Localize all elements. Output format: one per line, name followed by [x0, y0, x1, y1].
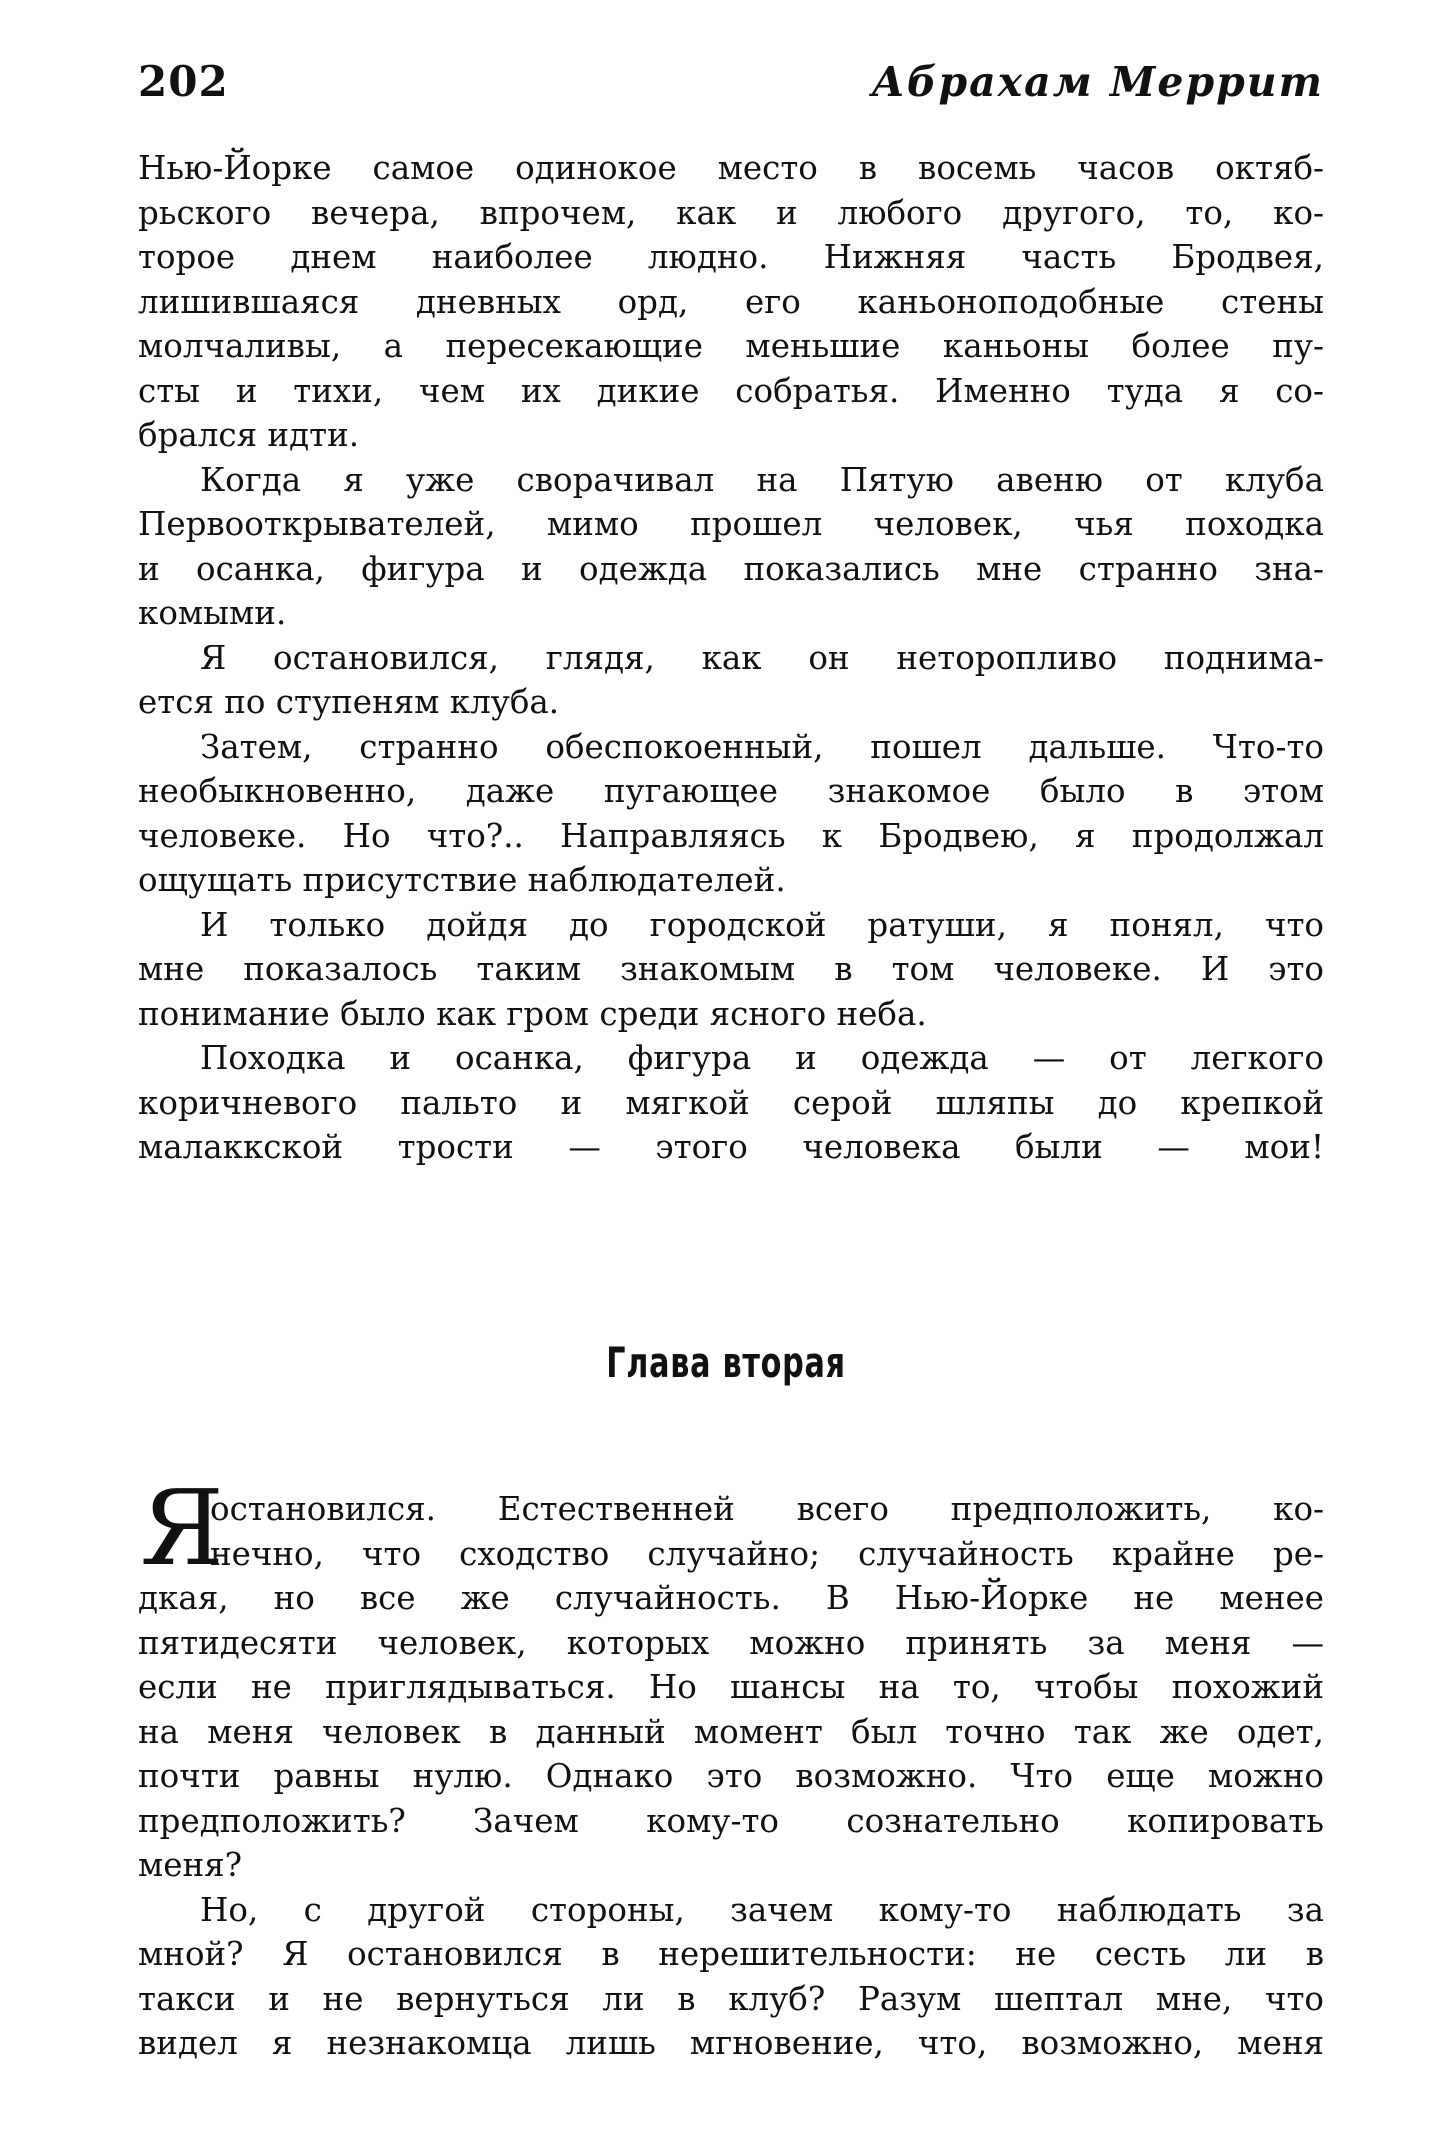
- text-line: лишившаяся дневных орд, его каньоноподобные стены: [138, 282, 1324, 321]
- text-line: видел я незнакомца лишь мгновение, что, возможно, меня: [138, 2024, 1324, 2062]
- paragraph-first-line: Когда я уже сворачивал на Пятую авеню от клуба: [200, 460, 1324, 499]
- paragraph-first-line: И только дойдя до городской ратуши, я понял, что: [200, 905, 1324, 944]
- text-block-chapter: [138, 1487, 1324, 2066]
- text-line: если не приглядываться. Но шансы на то, чтобы похожий: [138, 1668, 1324, 1706]
- text-line: торое днем наиболее людно. Нижняя часть Бродвея,: [138, 238, 1324, 276]
- page-number: 202: [138, 57, 229, 106]
- paragraph-first-line: Я остановился, глядя, как он неторопливо поднима-: [200, 638, 1324, 677]
- paragraph-first-line: Затем, странно обеспокоенный, пошел дальше. Что-то: [200, 727, 1324, 766]
- text-line: понимание было как гром среди ясного неба.: [138, 994, 927, 1033]
- text-line: почти равны нулю. Однако это возможно. Что еще можно: [138, 1757, 1324, 1795]
- text-line: меня?: [138, 1846, 243, 1884]
- text-line: ощущать присутствие наблюдателей.: [138, 861, 786, 899]
- text-line: мной? Я остановился в нерешительности: не сесть ли в: [138, 1935, 1324, 1973]
- text-line: человеке. Но что?.. Направляясь к Бродвею, я продолжал: [138, 816, 1324, 855]
- text-line: необыкновенно, даже пугающее знакомое было в этом: [138, 772, 1324, 810]
- text-line: ется по ступеням клуба.: [138, 683, 560, 721]
- text-line: брался идти.: [138, 416, 360, 454]
- page-header: [138, 54, 1324, 114]
- text-line: сты и тихи, чем их дикие собратья. Именно туда я со-: [138, 371, 1324, 410]
- text-line: предположить? Зачем кому-то сознательно копировать: [138, 1801, 1324, 1840]
- text-line: нечно, что сходство случайно; случайность крайне ре-: [210, 1534, 1324, 1573]
- text-line: Нью-Йорке самое одинокое место в восемь часов октяб-: [138, 149, 1324, 187]
- text-block-top: [138, 146, 1324, 1170]
- text-line: такси и не вернуться ли в клуб? Разум шептал мне, что: [138, 1979, 1324, 2018]
- chapter-title: Глава вторая: [606, 1338, 846, 1387]
- running-title: Абрахам Меррит: [871, 58, 1324, 106]
- text-line: дкая, но все же случайность. В Нью-Йорке не менее: [138, 1579, 1324, 1617]
- text-line: комыми.: [138, 594, 287, 632]
- text-line: мне показалось таким знакомым в том человеке. И это: [138, 950, 1324, 988]
- text-line: малаккской трости — этого человека были — мои!: [138, 1128, 1324, 1166]
- paragraph-first-line: Но, с другой стороны, зачем кому-то наблюдать за: [200, 1890, 1324, 1929]
- text-line: пятидесяти человек, которых можно принять за меня —: [138, 1623, 1324, 1662]
- text-line: Первооткрывателей, мимо прошел человек, чья походка: [138, 505, 1324, 543]
- text-line: коричневого пальто и мягкой серой шляпы до крепкой: [138, 1083, 1324, 1122]
- text-line: на меня человек в данный момент был точно так же одет,: [138, 1712, 1324, 1751]
- paragraph-first-line: Походка и осанка, фигура и одежда — от легкого: [200, 1039, 1324, 1077]
- text-line: и осанка, фигура и одежда показались мне странно зна-: [138, 549, 1324, 588]
- drop-cap: Я: [140, 1467, 224, 1589]
- text-line: остановился. Естественней всего предположить, ко-: [210, 1490, 1324, 1528]
- text-line: молчаливы, а пересекающие меньшие каньоны более пу-: [138, 327, 1324, 365]
- text-line: рьского вечера, впрочем, как и любого другого, то, ко-: [138, 193, 1324, 232]
